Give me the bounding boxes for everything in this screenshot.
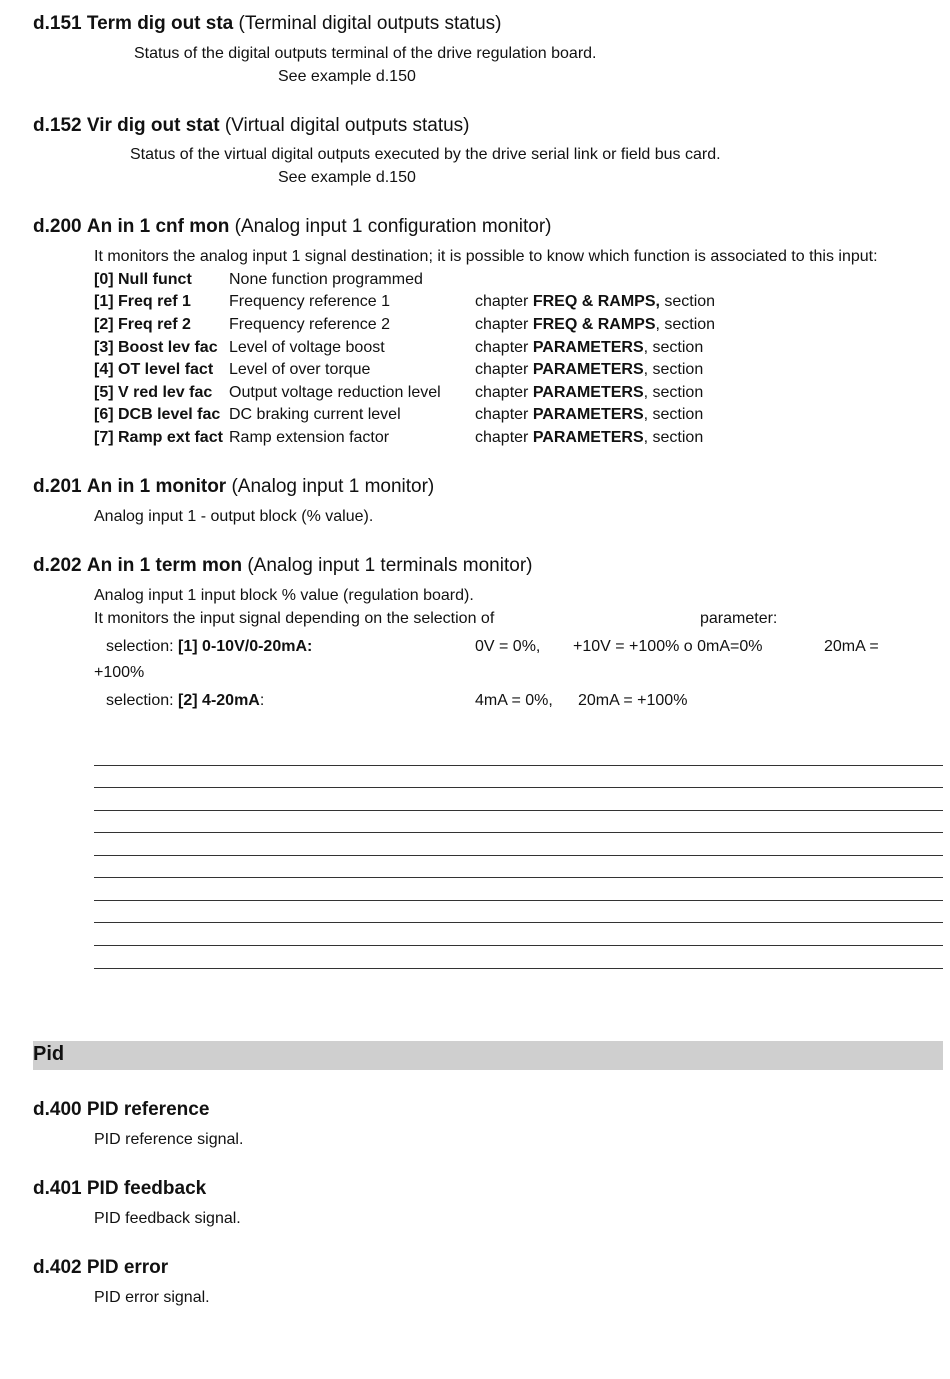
- heading-d401: [33, 1178, 206, 1200]
- note-line: [94, 765, 943, 766]
- d202-text: Analog input 1 input block % value (regulation board).: [94, 587, 474, 604]
- chapter-suffix: , section: [643, 361, 704, 378]
- param-code: d.202: [33, 555, 82, 576]
- selection-1-value-b: +10V = +100% o 0mA=0%: [573, 638, 763, 655]
- chapter-name: FREQ & RAMPS,: [532, 293, 660, 310]
- d151-text: Status of the digital outputs terminal of the drive regulation board.: [134, 45, 597, 62]
- selection-2: [106, 692, 264, 710]
- chapter-prefix: chapter: [475, 293, 533, 310]
- selection-1-value-c: 20mA =: [824, 638, 879, 655]
- d200-intro: It monitors the analog input 1 signal destination; it is possible to know which function is associated to this input:: [94, 248, 878, 265]
- d151-see-example: See example d.150: [278, 68, 416, 85]
- table-row-desc: Level of voltage boost: [229, 339, 385, 356]
- param-name: PID reference: [86, 1099, 210, 1120]
- chapter-name: PARAMETERS: [532, 429, 644, 446]
- selection-1: [106, 638, 312, 656]
- table-row-code: [3] Boost lev fac: [94, 339, 218, 356]
- chapter-prefix: chapter: [475, 429, 533, 446]
- param-name: PID error: [86, 1257, 169, 1278]
- chapter-suffix: , section: [643, 406, 704, 423]
- chapter-prefix: chapter: [475, 361, 533, 378]
- chapter-suffix: , section: [643, 384, 704, 401]
- param-description: (Analog input 1 configuration monitor): [234, 216, 552, 237]
- table-row-chapter: [475, 384, 703, 402]
- chapter-prefix: chapter: [475, 384, 533, 401]
- chapter-prefix: chapter: [475, 316, 533, 333]
- table-row-desc: Output voltage reduction level: [229, 384, 441, 401]
- note-line: [94, 945, 943, 946]
- heading-d151: [33, 13, 502, 35]
- table-row-code: [1] Freq ref 1: [94, 293, 191, 310]
- chapter-name: PARAMETERS: [532, 384, 644, 401]
- table-row-chapter: [475, 429, 703, 447]
- chapter-suffix: , section: [643, 339, 704, 356]
- note-line: [94, 810, 943, 811]
- param-name: An in 1 cnf mon: [86, 216, 230, 237]
- table-row-desc: Frequency reference 2: [229, 316, 390, 333]
- param-code: d.200: [33, 216, 82, 237]
- chapter-prefix: chapter: [475, 339, 533, 356]
- heading-d202: [33, 555, 532, 577]
- param-code: d.201: [33, 476, 82, 497]
- note-line: [94, 832, 943, 833]
- table-row-chapter: [475, 339, 703, 357]
- param-code: d.400: [33, 1099, 82, 1120]
- d400-text: PID reference signal.: [94, 1131, 244, 1148]
- chapter-name: PARAMETERS: [532, 406, 644, 423]
- param-description: (Virtual digital outputs status): [224, 115, 470, 136]
- selection-suffix: :: [259, 692, 265, 709]
- table-row-desc: Frequency reference 1: [229, 293, 390, 310]
- section-title: Pid: [33, 1043, 65, 1065]
- chapter-prefix: chapter: [475, 406, 533, 423]
- selection-2-value-a: 4mA = 0%,: [475, 692, 553, 709]
- selection-prefix: selection:: [106, 638, 179, 655]
- param-code: d.152: [33, 115, 82, 136]
- note-line: [94, 968, 943, 969]
- param-name: An in 1 monitor: [86, 476, 227, 497]
- chapter-name: PARAMETERS: [532, 339, 644, 356]
- selection-code: [1] 0-10V/0-20mA:: [178, 638, 313, 655]
- table-row-chapter: [475, 316, 715, 334]
- table-row-code: [7] Ramp ext fact: [94, 429, 223, 446]
- d201-text: Analog input 1 - output block (% value).: [94, 508, 374, 525]
- table-row-code: [0] Null funct: [94, 271, 192, 288]
- selection-2-value-b: 20mA = +100%: [578, 692, 688, 709]
- param-code: d.151: [33, 13, 82, 34]
- d202-text-2: It monitors the input signal depending on the selection of: [94, 610, 495, 627]
- table-row-code: [5] V red lev fac: [94, 384, 213, 401]
- param-description: (Analog input 1 monitor): [231, 476, 435, 497]
- param-description: (Terminal digital outputs status): [238, 13, 502, 34]
- d402-text: PID error signal.: [94, 1289, 210, 1306]
- d202-parameter-label: parameter:: [700, 610, 778, 627]
- param-name: Vir dig out stat: [86, 115, 220, 136]
- param-code: d.401: [33, 1178, 82, 1199]
- chapter-suffix: , section: [643, 429, 704, 446]
- table-row-desc: DC braking current level: [229, 406, 401, 423]
- param-name: PID feedback: [86, 1178, 207, 1199]
- table-row-desc: None function programmed: [229, 271, 423, 288]
- section-header-pid: [33, 1041, 943, 1070]
- heading-d152: [33, 115, 470, 137]
- heading-d400: [33, 1099, 209, 1121]
- param-description: (Analog input 1 terminals monitor): [247, 555, 533, 576]
- chapter-name: PARAMETERS: [532, 361, 644, 378]
- table-row-chapter: [475, 406, 703, 424]
- note-line: [94, 877, 943, 878]
- table-row-desc: Level of over torque: [229, 361, 371, 378]
- param-name: An in 1 term mon: [86, 555, 243, 576]
- heading-d201: [33, 476, 434, 498]
- note-line: [94, 855, 943, 856]
- param-name: Term dig out sta: [86, 13, 234, 34]
- d152-text: Status of the virtual digital outputs executed by the drive serial link or field bus card.: [130, 146, 721, 163]
- table-row-code: [4] OT level fact: [94, 361, 214, 378]
- heading-d402: [33, 1257, 168, 1279]
- note-line: [94, 787, 943, 788]
- heading-d200: [33, 216, 552, 238]
- selection-prefix: selection:: [106, 692, 179, 709]
- selection-1-value-wrap: +100%: [94, 664, 145, 681]
- d401-text: PID feedback signal.: [94, 1210, 241, 1227]
- note-line: [94, 922, 943, 923]
- selection-1-value-a: 0V = 0%,: [475, 638, 541, 655]
- table-row-code: [2] Freq ref 2: [94, 316, 191, 333]
- table-row-chapter: [475, 293, 715, 311]
- chapter-suffix: section: [659, 293, 716, 310]
- table-row-chapter: [475, 361, 703, 379]
- param-code: d.402: [33, 1257, 82, 1278]
- table-row-desc: Ramp extension factor: [229, 429, 390, 446]
- d152-see-example: See example d.150: [278, 169, 416, 186]
- chapter-suffix: , section: [655, 316, 716, 333]
- table-row-code: [6] DCB level fac: [94, 406, 221, 423]
- chapter-name: FREQ & RAMPS: [532, 316, 656, 333]
- selection-code: [2] 4-20mA: [178, 692, 260, 709]
- note-line: [94, 900, 943, 901]
